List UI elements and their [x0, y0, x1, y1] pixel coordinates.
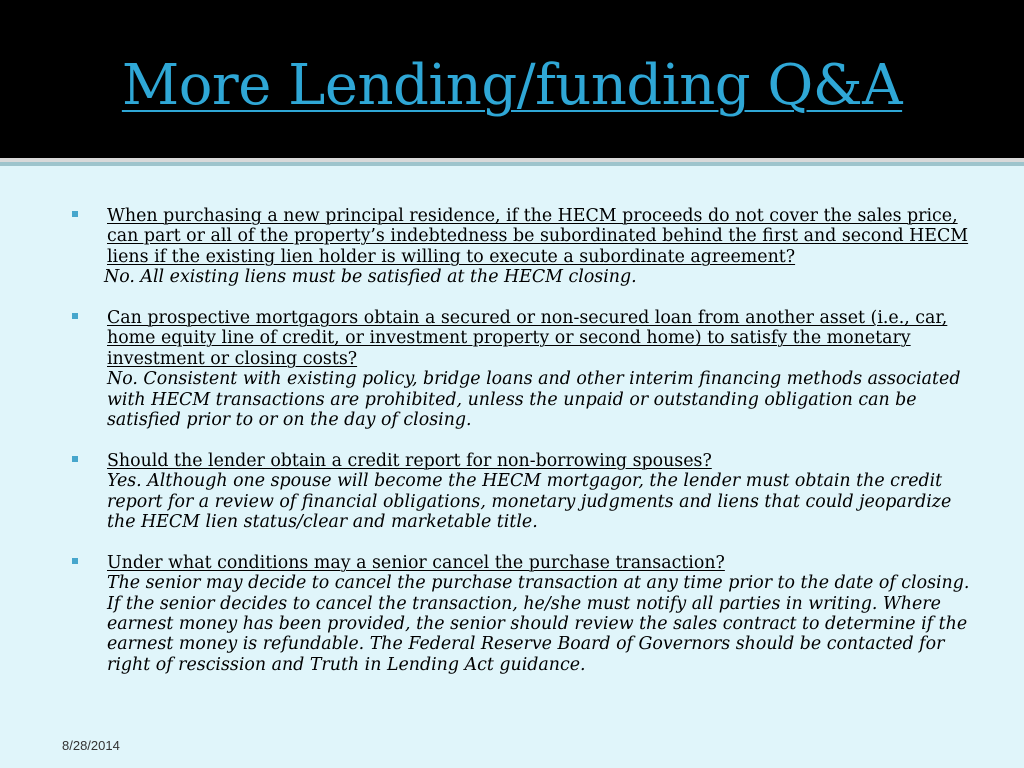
- slide-content: [70, 206, 970, 696]
- qa-item-4: [70, 553, 970, 675]
- qa-answer-3: Yes. Although one spouse will become the HECM mortgagor, the lender must obtain the credit report for a review of financial obligations, monetary judgments and liens that could jeopardize the HECM lien status/clear and marketable title.: [107, 471, 952, 533]
- qa-question-4: Under what conditions may a senior cancel the purchase transaction?: [107, 552, 725, 573]
- qa-answer-4: The senior may decide to cancel the purchase transaction at any time prior to the date of closing. If the senior decides to cancel the transaction, he/she must notify all parties in writing. Where earnest money has been provided, the senior should review the sales contract to determine if the earnest money is refundable. The Federal Reserve Board of Governors should be contacted for right of rescission and Truth in Lending Act guidance.: [107, 573, 970, 675]
- qa-item-2: [70, 308, 970, 430]
- qa-item-3: [70, 451, 970, 533]
- square-bullet-icon: [72, 211, 78, 217]
- qa-question-3: Should the lender obtain a credit report for non-borrowing spouses?: [107, 450, 712, 471]
- qa-item-1: [70, 206, 970, 288]
- qa-answer-2: No. Consistent with existing policy, bridge loans and other interim financing methods associated with HECM transactions are prohibited, unless the unpaid or outstanding obligation can be satisfied prior to or on the day of closing.: [107, 369, 961, 431]
- square-bullet-icon: [72, 313, 78, 319]
- qa-question-2: Can prospective mortgagors obtain a secured or non-secured loan from another asset (i.e., car, home equity line of credit, or investment property or second home) to satisfy the monetary investment or closing costs?: [107, 308, 948, 369]
- slide-date: 8/28/2014: [62, 738, 120, 753]
- slide-title: More Lending/funding Q&A: [121, 53, 903, 118]
- title-divider-shadow: [0, 162, 1024, 166]
- square-bullet-icon: [72, 558, 78, 564]
- square-bullet-icon: [72, 456, 78, 462]
- qa-answer-1-text: No. All existing liens must be satisfied at the HECM closing.: [104, 267, 637, 288]
- qa-answer-1: [104, 267, 970, 288]
- qa-question-1: When purchasing a new principal residence, if the HECM proceeds do not cover the sales price, can part or all of the property’s indebtedness be subordinated behind the first and second HECM liens if the existing lien holder is willing to execute a subordinate agreement?: [107, 206, 969, 267]
